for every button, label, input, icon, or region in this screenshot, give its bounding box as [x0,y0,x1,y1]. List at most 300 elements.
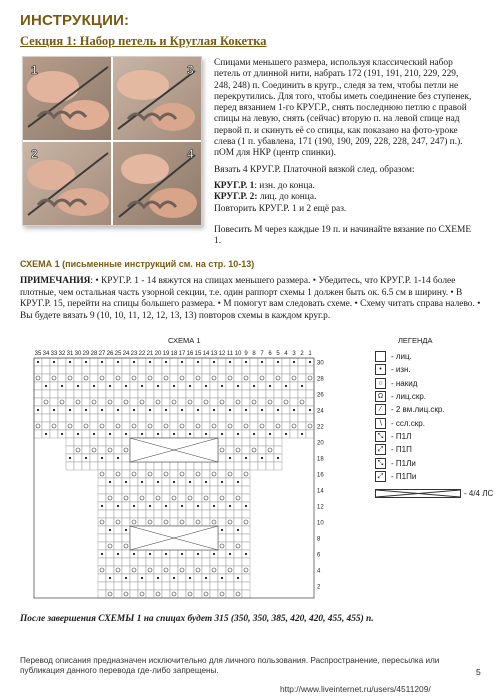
chart-cell [298,374,306,382]
chart-cell [122,462,130,470]
notes-label: ПРИМЕЧАНИЯ [20,276,91,286]
purl-mark [245,361,247,363]
chart-cell [226,510,234,518]
chart-cell [82,390,90,398]
chart-cell [242,558,250,566]
chart-cell [162,382,170,390]
chart-cell [298,398,306,406]
chart-cell [122,534,130,542]
row-number: 16 [317,472,324,479]
legend-item [375,363,500,376]
chart-cell [90,390,98,398]
purl-mark [133,505,135,507]
purl-mark [173,577,175,579]
repeat-text: Повторить КРУГ.Р. 1 и 2 ещё раз. [214,203,347,214]
chart-cell [162,422,170,430]
chart-cell [306,374,314,382]
chart-cell [170,502,178,510]
chart-cell [218,542,226,550]
legend-symbol: ⤢ [375,444,386,455]
chart-cell [74,358,82,366]
chart-cell [90,422,98,430]
chart-cell [226,478,234,486]
purl-mark [101,361,103,363]
chart-cell [106,518,114,526]
chart-cell [218,366,226,374]
chart-cell [306,414,314,422]
chart-cell [298,366,306,374]
legend-item [375,456,500,469]
chart-cell [122,582,130,590]
chart-cell [170,358,178,366]
knitting-chart [28,348,348,610]
chart-cell [98,398,106,406]
purl-mark [125,577,127,579]
chart-cell [234,398,242,406]
legend-label: - накид [391,378,418,388]
chart-cell [122,414,130,422]
chart-cell [186,494,194,502]
purl-mark [157,481,159,483]
chart-cell [290,414,298,422]
chart-cell [226,542,234,550]
chart-cell [170,518,178,526]
chart-cell [186,462,194,470]
chart-cell [210,382,218,390]
chart-cell [114,486,122,494]
chart-cell [266,462,274,470]
purl-mark [197,361,199,363]
chart-cell [98,566,106,574]
chart-cell [130,518,138,526]
purl-mark [117,361,119,363]
chart-cell [114,446,122,454]
column-number: 30 [74,351,82,357]
purl-mark [301,433,303,435]
column-number: 11 [226,351,234,357]
photo-step-label: 2 [31,147,38,161]
purl-mark [261,361,263,363]
chart-cell [242,414,250,422]
chart-cell [98,534,106,542]
chart-cell [258,366,266,374]
chart-cell [130,414,138,422]
purl-mark [149,505,151,507]
chart-cell [74,422,82,430]
round-instructions [214,181,476,215]
chart-cell [170,374,178,382]
chart-cell [146,558,154,566]
chart-cell [186,558,194,566]
chart-cell [274,446,282,454]
chart-cell [138,550,146,558]
purl-mark [197,409,199,411]
chart-cell [50,390,58,398]
purl-mark [45,433,47,435]
chart-cell [106,422,114,430]
chart-cell [138,462,146,470]
chart-cell [42,390,50,398]
chart-cell [106,550,114,558]
chart-cell [250,422,258,430]
chart-cell [170,486,178,494]
chart-cell [122,438,130,446]
chart-cell [122,398,130,406]
chart-cell [210,566,218,574]
chart-cell [218,406,226,414]
chart-cell [130,430,138,438]
chart-cell [42,358,50,366]
chart-cell [154,558,162,566]
chart-cell [226,494,234,502]
chart-cell [242,542,250,550]
source-url: http://www.liveinternet.ru/users/4511209/ [280,684,431,694]
chart-cell [274,374,282,382]
round-1-text: : изн. до конца. [254,181,315,191]
purl-mark [117,409,119,411]
chart-cell [58,414,66,422]
column-number: 24 [122,351,130,357]
chart-cell [242,494,250,502]
column-number: 16 [186,351,194,357]
purl-mark [181,409,183,411]
chart-cell [178,566,186,574]
chart-cell [234,582,242,590]
chart-cell [162,398,170,406]
chart-cell [66,422,74,430]
legend-label: - П1Ли [391,458,416,468]
chart-cell [258,398,266,406]
chart-cell [266,358,274,366]
chart-cell [178,478,186,486]
chart-cell [250,462,258,470]
chart-cell [218,486,226,494]
chart-cell [66,382,74,390]
chart-cell [122,406,130,414]
purl-mark [237,433,239,435]
legend-item [375,470,500,483]
chart-cell [250,374,258,382]
legend-label: - 2 вм.лиц.скр. [391,405,445,415]
chart-cell [298,358,306,366]
chart-cell [234,462,242,470]
chart-cell [194,518,202,526]
chart-cell [146,398,154,406]
column-number: 12 [218,351,226,357]
column-number: 33 [50,351,58,357]
chart-cell [258,382,266,390]
chart-cell [226,374,234,382]
chart-cell [130,590,138,598]
chart-cell [202,470,210,478]
chart-cell [114,438,122,446]
chart-cell [154,462,162,470]
chart-cell [194,566,202,574]
chart-cell [122,422,130,430]
purl-mark [285,385,287,387]
chart-cell [234,374,242,382]
chart-cell [50,382,58,390]
chart-cell [218,358,226,366]
chart-cell [186,358,194,366]
purl-mark [205,577,207,579]
chart-cell [194,414,202,422]
chart-cell [210,582,218,590]
chart-cell [162,518,170,526]
chart-cell [114,470,122,478]
chart-cell [66,366,74,374]
chart-cell [98,494,106,502]
column-number: 8 [252,351,256,357]
purl-mark [109,577,111,579]
chart-cell [258,422,266,430]
chart-cell [34,398,42,406]
chart-cell [154,374,162,382]
chart-cell [250,358,258,366]
chart-cell [234,542,242,550]
purl-mark [253,433,255,435]
column-number: 2 [300,351,304,357]
row-number: 10 [317,520,324,527]
chart-cell [194,478,202,486]
chart-cell [122,366,130,374]
chart-cell [194,366,202,374]
purl-mark [221,481,223,483]
chart-cell [218,590,226,598]
purl-mark [237,385,239,387]
column-number: 19 [162,351,170,357]
chart-cell [106,486,114,494]
chart-cell [146,462,154,470]
chart-cell [82,374,90,382]
chart-cell [122,446,130,454]
chart-cell [106,398,114,406]
purl-mark [245,457,247,459]
chart-cell [306,398,314,406]
column-number: 9 [244,351,248,357]
purl-mark [101,457,103,459]
chart-cell [226,534,234,542]
chart-cell [162,390,170,398]
legend-symbol: ⤡ [375,431,386,442]
legend-label: - 4/4 ЛС [464,489,494,499]
schema-heading: СХЕМА 1 (письменные инструкций см. на стр. 10-13) [20,259,255,269]
chart-cell [306,390,314,398]
chart-cell [290,422,298,430]
chart-cell [210,366,218,374]
chart-cell [50,398,58,406]
chart-cell [226,590,234,598]
column-number: 15 [194,351,202,357]
chart-cell [290,390,298,398]
chart-cell [242,398,250,406]
chart-cell [162,470,170,478]
chart-cell [74,374,82,382]
chart-cell [210,398,218,406]
chart-cell [82,398,90,406]
chart-cell [258,462,266,470]
chart-cell [58,422,66,430]
chart-cell [106,582,114,590]
purl-mark [37,361,39,363]
column-number: 1 [308,351,312,357]
chart-cell [226,566,234,574]
chart-cell [210,462,218,470]
chart-cell [114,558,122,566]
chart-cell [210,374,218,382]
purl-mark [125,385,127,387]
chart-cell [50,414,58,422]
chart-cell [34,414,42,422]
chart-cell [146,470,154,478]
chart-cell [186,566,194,574]
chart-cell [202,398,210,406]
chart-cell [194,422,202,430]
chart-cell [162,462,170,470]
chart-cell [290,382,298,390]
chart-cell [242,462,250,470]
chart-cell [130,582,138,590]
chart-cell [202,462,210,470]
chart-cell [106,510,114,518]
chart-cell [98,478,106,486]
chart-cell [194,462,202,470]
chart-cell [186,486,194,494]
chart-cell [186,406,194,414]
row-number: 22 [317,424,324,431]
purl-mark [77,433,79,435]
chart-cell [154,358,162,366]
purl-mark [181,361,183,363]
chart-cell [74,398,82,406]
chart-cell [210,470,218,478]
chart-cell [202,518,210,526]
chart-cell [242,446,250,454]
purl-mark [309,409,311,411]
chart-cell [130,494,138,502]
chart-cell [202,374,210,382]
chart-cell [106,454,114,462]
chart-cell [186,390,194,398]
chart-cell [210,510,218,518]
chart-cell [202,406,210,414]
chart-cell [234,422,242,430]
chart-cell [226,518,234,526]
purl-mark [213,553,215,555]
column-number: 4 [284,351,288,357]
chart-cell [178,558,186,566]
chart-cell [178,422,186,430]
legend [375,350,500,500]
chart-cell [194,510,202,518]
chart-cell [98,510,106,518]
chart-cell [186,590,194,598]
chart-cell [194,558,202,566]
purl-mark [125,433,127,435]
chart-cell [106,358,114,366]
purl-mark [165,361,167,363]
chart-cell [66,462,74,470]
chart-cell [178,582,186,590]
chart-cell [218,414,226,422]
purl-mark [133,553,135,555]
purl-mark [277,361,279,363]
purl-mark [109,481,111,483]
purl-mark [237,577,239,579]
chart-cell [146,486,154,494]
chart-cell [98,390,106,398]
chart-cell [202,510,210,518]
chart-cell [106,534,114,542]
purl-mark [229,457,231,459]
chart-cell [178,470,186,478]
chart-cell [242,438,250,446]
purl-mark [189,577,191,579]
chart-cell [178,398,186,406]
purl-mark [229,409,231,411]
chart-cell [90,374,98,382]
row-number: 14 [317,488,324,495]
chart-cell [74,366,82,374]
row-number: 12 [317,504,324,511]
chart-cell [90,366,98,374]
chart-cell [122,470,130,478]
chart-cell [210,518,218,526]
chart-cell [42,366,50,374]
chart-cell [234,406,242,414]
purl-mark [221,529,223,531]
chart-cell [202,566,210,574]
legend-item [375,350,500,363]
chart-cell [138,518,146,526]
chart-cell [266,446,274,454]
chart-cell [130,366,138,374]
chart-cell [218,502,226,510]
chart-cell [178,366,186,374]
chart-cell [234,446,242,454]
chart-cell [66,374,74,382]
chart-cell [202,494,210,502]
chart-cell [106,542,114,550]
chart-cell [58,398,66,406]
column-number: 7 [260,351,264,357]
purl-mark [165,409,167,411]
chart-cell [266,438,274,446]
chart-cell [82,414,90,422]
purl-mark [213,505,215,507]
chart-cell [82,430,90,438]
chart-cell [74,406,82,414]
chart-cell [106,438,114,446]
garter-paragraph: Вязать 4 КРУГ.Р. Платочной вязкой след. образом: [214,165,415,175]
chart-cell [138,558,146,566]
chart-cell [106,558,114,566]
chart-cell [98,414,106,422]
chart-cell [66,446,74,454]
chart-cell [234,550,242,558]
chart-cell [170,494,178,502]
chart-cell [106,494,114,502]
chart-cell [50,374,58,382]
purl-mark [45,385,47,387]
chart-cell [98,438,106,446]
chart-cell [90,446,98,454]
chart-cell [258,414,266,422]
chart-cell [114,382,122,390]
chart-cell [154,470,162,478]
chart-cell [98,582,106,590]
legend-symbol: ∖ [375,418,386,429]
